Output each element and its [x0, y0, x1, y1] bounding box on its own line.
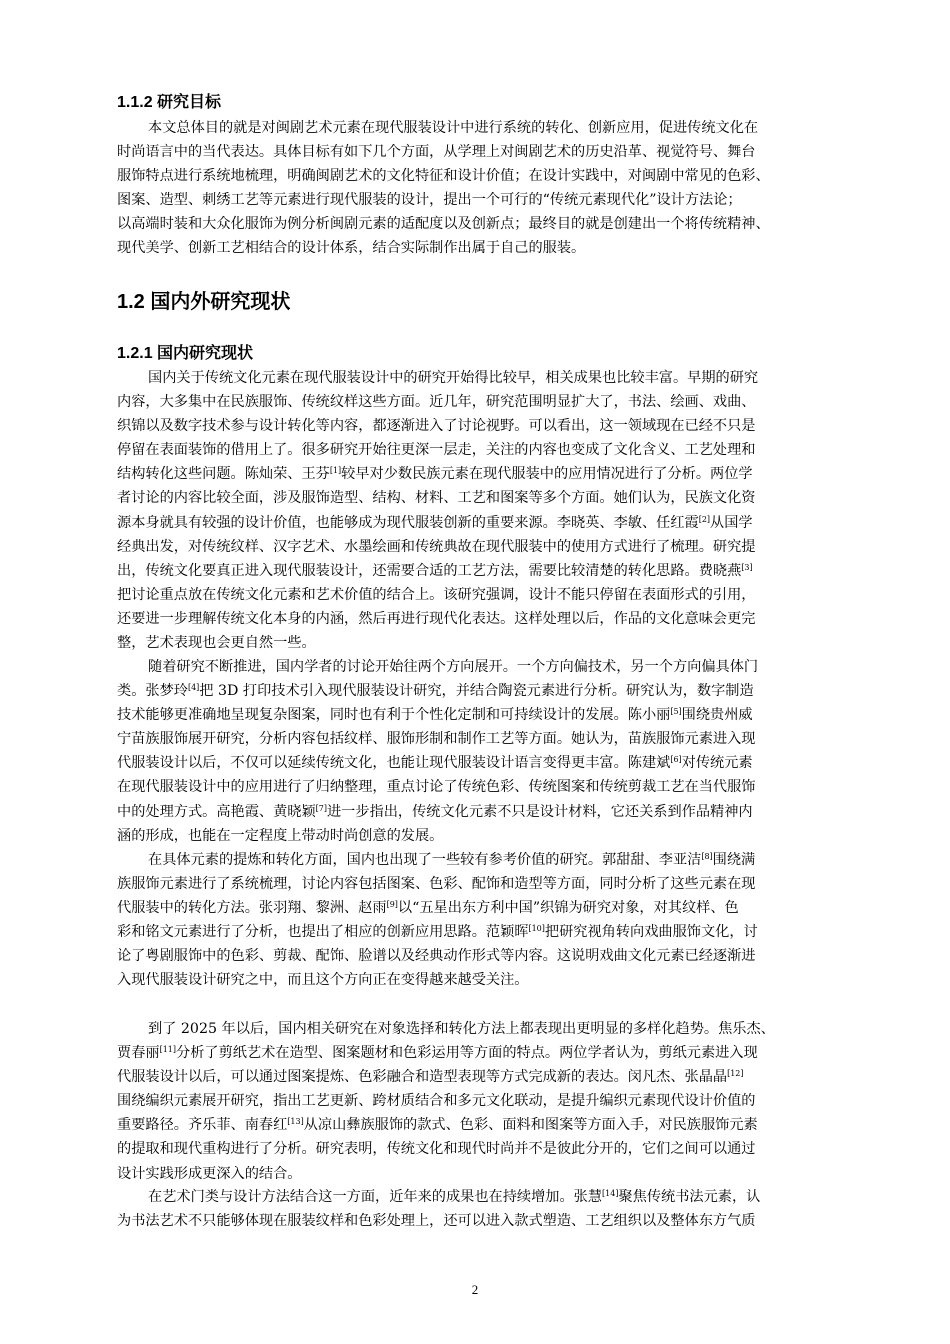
text-segment: 代服装设计以后，可以通过图案提炼、色彩融合和造型表现等方式完成新的表达。闵凡杰、张晶晶	[117, 1069, 728, 1086]
text-segment: 较早对少数民族元素在现代服装中的应用情况进行了分析。两位学	[341, 466, 753, 483]
text-line	[117, 800, 862, 824]
text-line: 宁苗族服饰展开研究，分析内容包括纹样、服饰形制和制作工艺等方面。她认为，苗族服饰元素进入现	[117, 731, 756, 748]
text-line: 服饰特点进行系统地梳理，明确闽剧艺术的文化特征和设计价值；在设计实践中，对闽剧中常见的色彩、	[117, 168, 770, 185]
text-segment: 对传统元素	[681, 755, 753, 772]
text-line	[117, 896, 862, 920]
text-segment: 源本身就具有较强的设计价值，也能够成为现代服装创新的重要来源。李晓英、李敏、任红霞	[117, 514, 699, 531]
citation-ref: [1]	[329, 466, 342, 476]
text-line: 论了粤剧服饰中的色彩、剪裁、配饰、脸谱以及经典动作形式等内容。这说明戏曲文化元素已经逐渐进	[117, 948, 756, 965]
text-line: 国内关于传统文化元素在现代服装设计中的研究开始得比较早，相关成果也比较丰富。早期的研究	[148, 370, 759, 386]
text-segment: 技术能够更准确地呈现复杂图案，同时也有利于个性化定制和可持续设计的发展。陈小丽	[117, 707, 671, 724]
citation-ref: [5]	[670, 707, 682, 717]
text-line: 内容，大多集中在民族服饰、传统纹样这些方面。近几年，研究范围明显扩大了，书法、绘画、戏曲、	[117, 394, 756, 411]
text-segment: 从国学	[710, 514, 753, 531]
text-line	[117, 751, 862, 775]
text-line: 为书法艺术不只能够体现在服装纹样和色彩处理上，还可以进入款式塑造、工艺组织以及整体东方气质	[117, 1213, 756, 1230]
text-segment: 代服装中的转化方法。张羽翔、黎洲、赵雨	[117, 900, 387, 917]
paragraph-domestic-4	[117, 1017, 862, 1186]
paragraph-domestic-3	[117, 848, 862, 993]
text-line: 族服饰元素进行了系统梳理，讨论内容包括图案、色彩、配饰和造型等方面，同时分析了这些元素在现	[117, 876, 756, 893]
paragraph-domestic-1	[117, 366, 862, 655]
text-line: 图案、造型、刺绣工艺等元素进行现代服装的设计，提出一个可行的“传统元素现代化”设计方法论；	[117, 192, 742, 209]
text-line: 随着研究不断推进，国内学者的讨论开始往两个方向展开。一个方向偏技术，另一个方向偏具体门	[148, 659, 759, 675]
citation-ref: [10]	[528, 924, 545, 934]
text-segment: 分析了剪纸艺术在造型、图案题材和色彩运用等方面的特点。两位学者认为，剪纸元素进入现	[176, 1045, 758, 1062]
text-line: 织锦以及数字技术参与设计转化等内容，都逐渐进入了讨论视野。可以看出，这一领域现在已经不只是	[117, 418, 756, 435]
text-line: 围绕编织元素展开研究，指出工艺更新、跨材质结合和多元文化联动，是提升编织元素现代设计价值的	[117, 1093, 756, 1110]
text-line: 以高端时装和大众化服饰为例分析闽剧元素的适配度以及创新点；最终目的就是创建出一个将传统精神、	[117, 216, 770, 233]
text-line: 本文总体目的就是对闽剧艺术元素在现代服装设计中进行系统的转化、创新应用，促进传统文化在	[148, 120, 759, 136]
text-line: 把讨论重点放在传统文化元素和艺术价值的结合上。该研究强调，设计不能只停留在表面形式的引用，	[117, 586, 756, 603]
text-segment: 出，传统文化要真正进入现代服装设计，还需要合适的工艺方法，需要比较清楚的转化思路。费晓燕	[117, 562, 742, 579]
citation-ref: [2]	[698, 514, 711, 524]
text-segment: 从凉山彝族服饰的款式、色彩、面料和图案等方面入手，对民族服饰元素	[303, 1117, 758, 1134]
text-segment: 代服装设计以后，不仅可以延续传统文化，也能让现代服装设计语言变得更丰富。陈建斌	[117, 755, 671, 772]
text-line	[117, 1041, 862, 1065]
text-segment: 围绕贵州威	[681, 707, 753, 724]
text-line: 者讨论的内容比较全面，涉及服饰造型、结构、材料、工艺和图案等多个方面。她们认为，民族文化资	[117, 490, 756, 507]
text-line	[117, 1185, 862, 1209]
text-line: 停留在表面装饰的借用上了。很多研究开始往更深一层走，关注的内容也变成了文化含义、工艺处理和	[117, 442, 756, 459]
text-line: 整，艺术表现也会更自然一些。	[117, 635, 316, 652]
text-segment: 中的处理方式。高艳霞、黄晓颖	[117, 803, 316, 820]
section-heading-1-2: 1.2 国内外研究现状	[117, 291, 291, 313]
text-line	[117, 920, 862, 944]
text-line: 到了 2025 年以后，国内相关研究在对象选择和转化方法上都表现出更明显的多样化趋势。焦乐杰、	[148, 1021, 775, 1037]
section-heading-1-1-2: 1.1.2 研究目标	[117, 94, 222, 111]
citation-ref: [14]	[602, 1189, 619, 1198]
citation-ref: [9]	[386, 900, 398, 910]
citation-ref: [13]	[287, 1117, 304, 1127]
text-segment: 结构转化这些问题。陈灿荣、王芬	[117, 466, 330, 483]
text-segment: 在具体元素的提炼和转化方面，国内也出现了一些较有参考价值的研究。郭甜甜、李亚洁	[148, 852, 702, 868]
text-line: 涵的形成，也能在一定程度上带动时尚创意的发展。	[117, 827, 444, 844]
citation-ref: [4]	[187, 683, 200, 693]
text-line	[117, 1113, 862, 1137]
text-segment: 围绕满	[712, 852, 756, 868]
citation-ref: [12]	[727, 1069, 744, 1079]
paragraph-research-goals	[117, 116, 862, 261]
text-line: 在现代服装设计中的应用进行了归纳整理，重点讨论了传统色彩、传统图案和传统剪裁工艺在当代服饰	[117, 779, 756, 796]
text-segment: 重要路径。齐乐菲、南春红	[117, 1117, 288, 1134]
text-segment: 把研究视角转向戏曲服饰文化，讨	[544, 924, 758, 941]
text-line	[117, 703, 862, 727]
citation-ref: [8]	[701, 852, 713, 861]
text-line: 的提取和现代重构进行了分析。研究表明，传统文化和现代时尚并不是彼此分开的，它们之间可以通过	[117, 1141, 756, 1158]
text-line	[117, 559, 862, 583]
text-line	[117, 1065, 862, 1089]
text-line	[117, 462, 862, 486]
citation-ref: [7]	[315, 803, 327, 813]
citation-ref: [11]	[159, 1045, 176, 1055]
paragraph-domestic-5	[117, 1185, 862, 1233]
text-segment: 把 3D 打印技术引入现代服装设计研究，并结合陶瓷元素进行分析。研究认为，数字制造	[199, 683, 754, 700]
text-line: 入现代服装设计研究之中，而且这个方向正在变得越来越受关注。	[117, 972, 529, 989]
text-segment: 进一步指出，传统文化元素不只是设计材料，它还关系到作品精神内	[326, 803, 753, 820]
text-line: 现代美学、创新工艺相结合的设计体系，结合实际制作出属于自己的服装。	[117, 240, 586, 257]
text-line: 经典出发，对传统纹样、汉字艺术、水墨绘画和传统典故在现代服装中的使用方式进行了梳理。研究提	[117, 538, 756, 555]
text-segment: 贾春丽	[117, 1045, 160, 1062]
text-segment: 在艺术门类与设计方法结合这一方面，近年来的成果也在持续增加。张慧	[148, 1189, 603, 1205]
text-line: 时尚语言中的当代表达。具体目标有如下几个方面，从学理上对闽剧艺术的历史沿革、视觉符号、舞台	[117, 144, 756, 161]
citation-ref: [3]	[741, 562, 753, 572]
text-segment: 以“五星出东方利中国”织锦为研究对象，对其纹样、色	[397, 900, 739, 917]
section-heading-1-2-1: 1.2.1 国内研究现状	[117, 345, 254, 362]
text-line	[117, 848, 862, 872]
page-number: 2	[471, 1282, 479, 1297]
text-line: 还要进一步理解传统文化本身的内涵，然后再进行现代化表达。这样处理以后，作品的文化意味会更完	[117, 610, 756, 627]
text-segment: 类。张梦玲	[117, 683, 188, 700]
text-segment: 聚焦传统书法元素，认	[618, 1189, 761, 1205]
text-line: 设计实践形成更深入的结合。	[117, 1165, 302, 1182]
text-line	[117, 679, 862, 703]
text-segment: 彩和铭文元素进行了分析，也提出了相应的创新应用思路。范颖晖	[117, 924, 529, 941]
paragraph-domestic-2	[117, 655, 862, 848]
text-line	[117, 511, 862, 535]
citation-ref: [6]	[670, 755, 682, 765]
